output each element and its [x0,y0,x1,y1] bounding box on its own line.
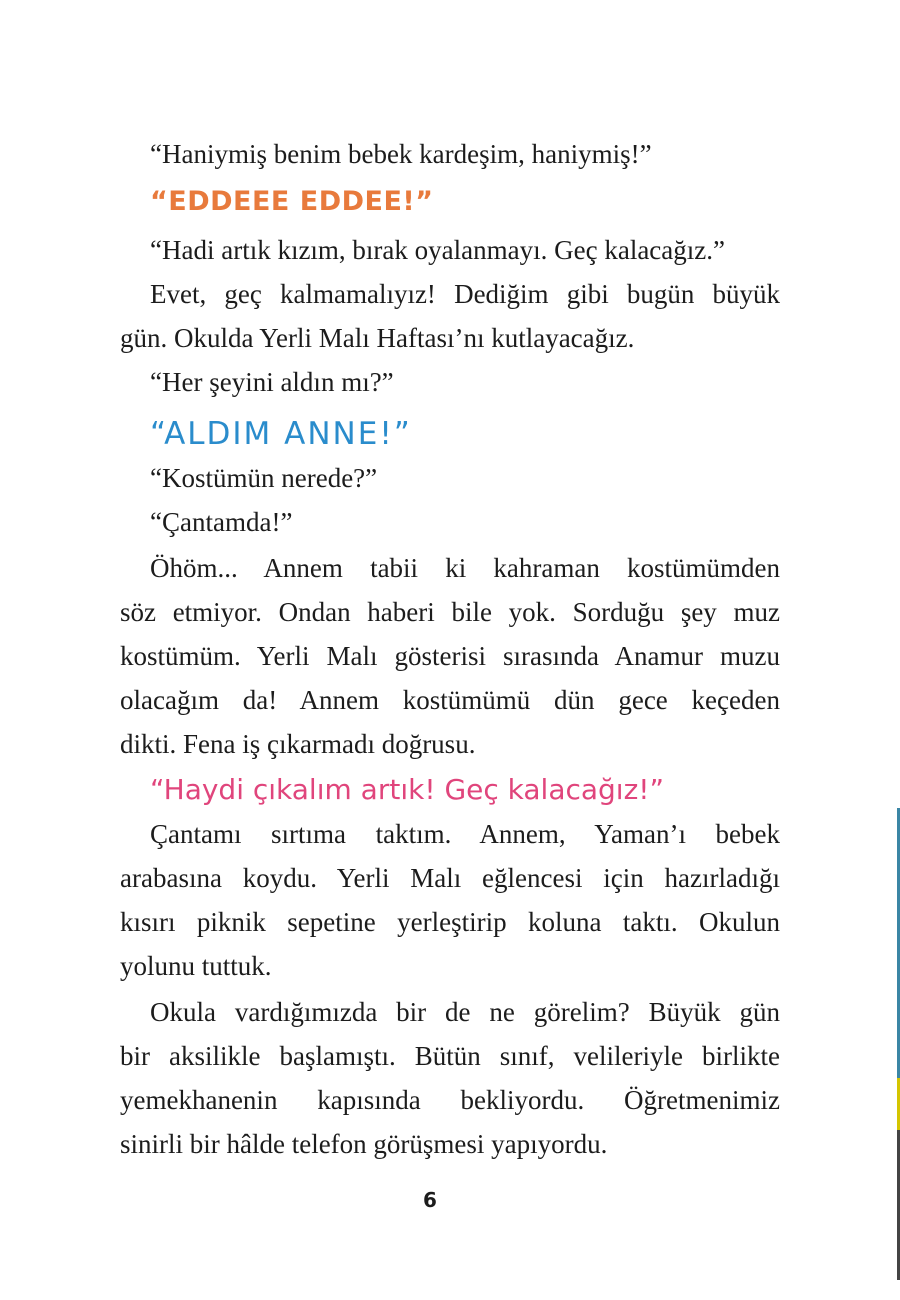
text-line: söz etmiyor. Ondan haberi bile yok. Sorduğu şey muz [120,597,780,627]
page-number: 6 [423,1188,437,1212]
text-line: Evet, geç kalmamalıyız! Dediğim gibi bugün büyük [150,279,780,309]
text-line: olacağım da! Annem kostümümü dün gece keçeden [120,685,780,715]
text-line: yolunu tuttuk. [120,951,272,981]
text-line: bir aksilikle başlamıştı. Bütün sınıf, velileriyle birlikte [120,1041,780,1071]
dialogue-line: “Kostümün nerede?” [150,463,378,493]
text-line: Okula vardığımızda bir de ne görelim? Büyük gün [150,997,780,1027]
text-line: sinirli bir hâlde telefon görüşmesi yapıyordu. [120,1129,608,1159]
text-line: Çantamı sırtıma taktım. Annem, Yaman’ı bebek [150,819,780,849]
shout-haydi-cikalim: “Haydi çıkalım artık! Geç kalacağız!” [150,773,665,806]
text-line: dikti. Fena iş çıkarmadı doğrusu. [120,729,476,759]
text-line: yemekhanenin kapısında bekliyordu. Öğretmenimiz [120,1085,780,1115]
dialogue-line: “Her şeyini aldın mı?” [150,367,394,397]
shout-eddee: “EDDEEE EDDEE!” [150,186,434,217]
dialogue-line: “Haniymiş benim bebek kardeşim, haniymiş!” [150,139,652,169]
text-line: gün. Okulda Yerli Malı Haftası’nı kutlayacağız. [120,323,635,353]
text-line: arabasına koydu. Yerli Malı eğlencesi için hazırladığı [120,863,780,893]
dialogue-line: “Hadi artık kızım, bırak oyalanmayı. Geç kalacağız.” [150,235,725,265]
text-line: kısırı piknik sepetine yerleştirip koluna taktı. Okulun [120,907,780,937]
text-line: Öhöm... Annem tabii ki kahraman kostümümden [150,553,780,583]
text-line: kostümüm. Yerli Malı gösterisi sırasında Anamur muzu [120,641,780,671]
shout-aldim-anne: “ALDIM ANNE!” [150,416,412,452]
dialogue-line: “Çantamda!” [150,507,293,537]
